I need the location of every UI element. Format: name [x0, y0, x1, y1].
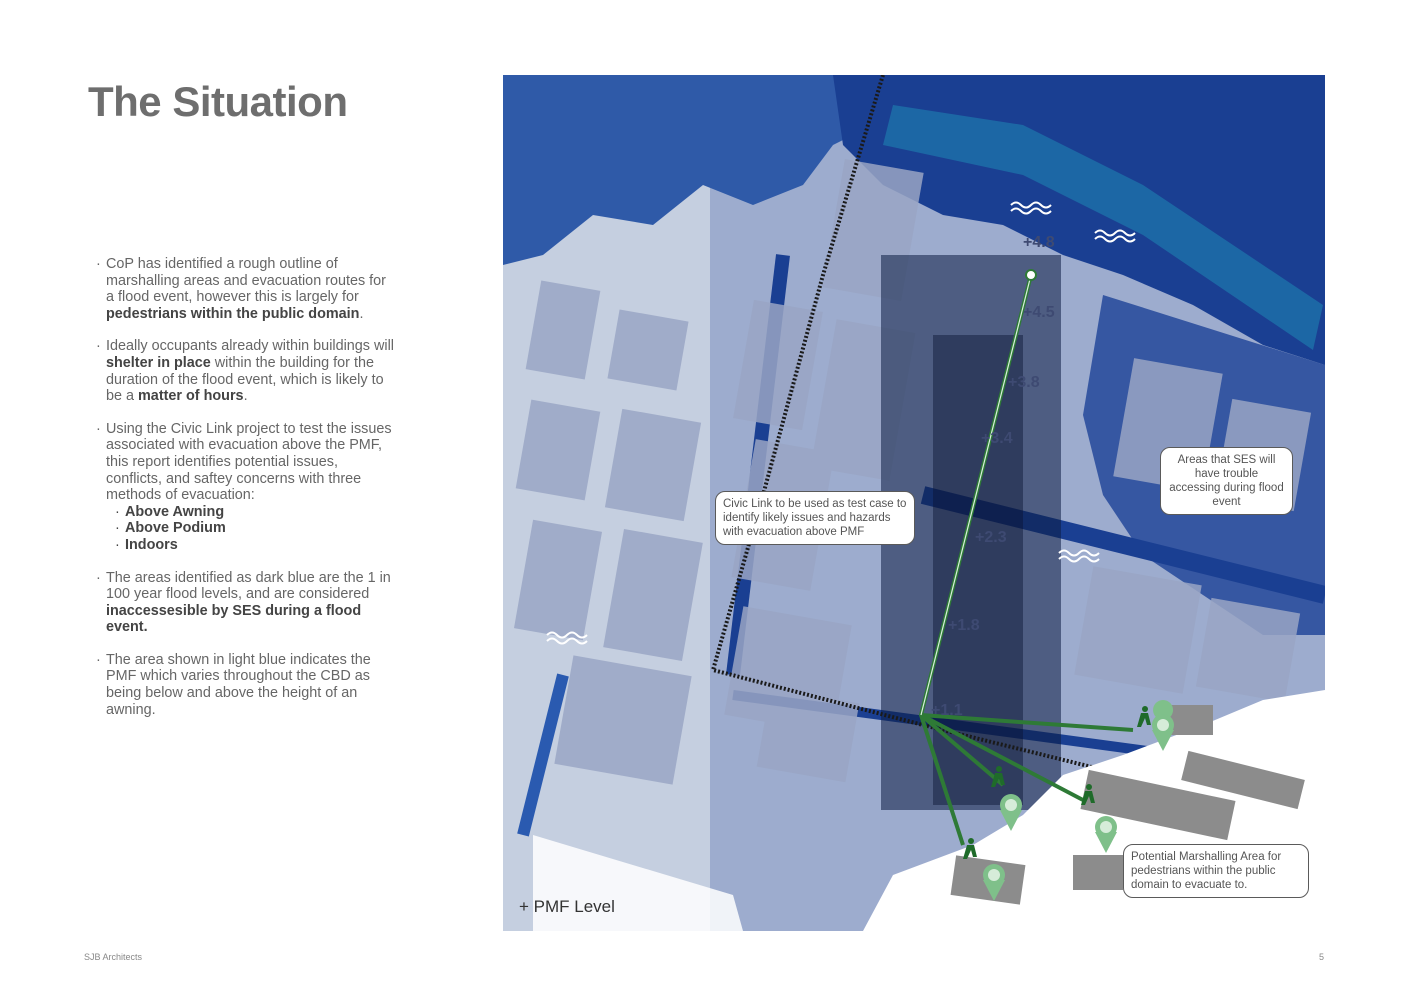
bullet-text: Ideally occupants already within buildings will — [106, 338, 394, 355]
bullet-text: within the building for the duration of the flood event, which is likely to be a — [106, 354, 384, 405]
bullet-text: matter of hours — [138, 388, 244, 405]
callout-ses-access: Areas that SES will have trouble accessing during flood event — [1160, 447, 1293, 515]
bullet-text: inaccessesible by SES during a flood event. — [106, 602, 362, 636]
bullet-list — [96, 256, 396, 734]
sub-bullet-item: · Above Podium — [115, 520, 396, 537]
bullet-item — [96, 570, 396, 636]
route-origin — [1026, 270, 1036, 280]
bullet-text: shelter in place — [106, 354, 211, 371]
callout-marshalling: Potential Marshalling Area for pedestrians within the public domain to evacuate to. — [1123, 844, 1309, 898]
pmf-legend: + PMF Level — [519, 897, 615, 916]
bullet-item — [96, 256, 396, 322]
bullet-item — [96, 652, 396, 718]
level-label: +1.8 — [948, 617, 980, 634]
bullet-text: The area shown in light blue indicates the PMF which varies throughout the CBD as being below and above the height of an awning. — [106, 651, 371, 718]
footer-company: SJB Architects — [84, 952, 143, 962]
sub-bullet-item: · Indoors — [115, 537, 396, 554]
level-label: +4.8 — [1023, 234, 1055, 251]
bullet-text: . — [359, 305, 364, 322]
level-label: +4.5 — [1023, 304, 1055, 321]
sub-bullet-item: · Above Awning — [115, 504, 396, 521]
bullet-text: The areas identified as dark blue are the 1 in 100 year flood levels, and are considered — [106, 569, 391, 603]
bullet-text: CoP has identified a rough outline of marshalling areas and evacuation routes for a flood event, however this is largely for — [106, 256, 386, 306]
bullet-text: . — [243, 388, 248, 405]
callout-civic-link: Civic Link to be used as test case to identify likely issues and hazards with evacuation above PMF — [715, 491, 915, 545]
level-label: +3.4 — [981, 430, 1013, 447]
bullet-text: Using the Civic Link project to test the issues associated with evacuation above the PMF, this report identifies potential issues, conflicts, and saftey concerns with three methods of evacuation: — [106, 420, 392, 504]
level-label: +1.1 — [931, 702, 963, 719]
level-label: +2.3 — [975, 529, 1007, 546]
level-label: +3.8 — [1008, 374, 1040, 391]
page-number: 5 — [1319, 952, 1325, 962]
bullet-item — [96, 338, 396, 404]
page-title: The Situation — [88, 78, 348, 125]
bullet-item — [96, 421, 396, 554]
bullet-text: pedestrians within the public domain — [106, 305, 360, 322]
flood-map — [503, 75, 1325, 931]
sub-bullet-list — [106, 504, 396, 554]
